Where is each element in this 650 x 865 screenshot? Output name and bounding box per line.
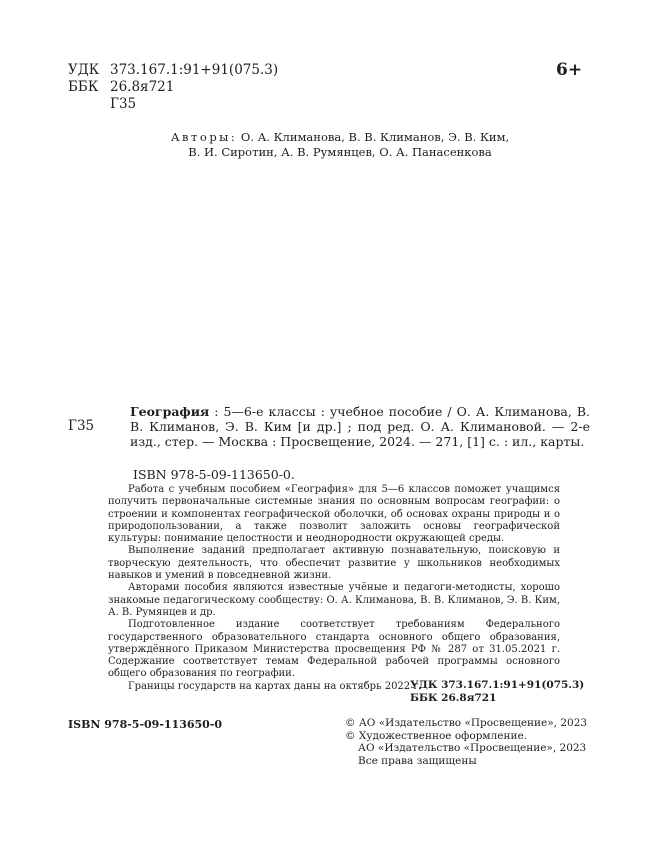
annotation [108, 484, 560, 693]
annotation-paragraph: Выполнение заданий предполагает активную познавательную, поисковую и творческую деятельность, что обеспечит развитие у школьников необходимых навыков и умений в повседневной жизни. [108, 545, 560, 582]
annotation-paragraph: Авторами пособия являются известные учёные и педагоги-методисты, хорошо знакомые педагогическому сообществу: О. А. Климанова, В. В. Климанов, Э. В. Ким, А. В. Румянцев и др. [108, 582, 560, 618]
bibliographic-record [130, 404, 590, 449]
copyright-line: АО «Издательство «Просвещение», 2023 [358, 742, 587, 754]
age-rating: 6+ [556, 60, 583, 80]
annotation-paragraph: Подготовленное издание соответствует требованиям Федерального государственного образовательного стандарта основного общего образования, утверждённого Приказом Министерства просвещения РФ № 287 от 31.05.2021 г. Содержание соответствует темам Федеральной рабочей программы основного общего образования по географии. [108, 619, 560, 680]
isbn-record: ISBN 978-5-09-113650-0. [133, 467, 295, 482]
bibliographic-code: Г35 [68, 418, 95, 434]
copyright-block [345, 717, 587, 767]
udk-value: 373.167.1:91+91(075.3) [110, 62, 279, 78]
authors-line-1: О. А. Климанова, В. В. Климанов, Э. В. Ким, [240, 130, 510, 144]
classification-codes-right [410, 679, 584, 704]
authors-block [140, 130, 540, 160]
authors-label: Авторы: [170, 130, 238, 144]
copyright-line: © АО «Издательство «Просвещение», 2023 [345, 717, 588, 729]
bbk-right: ББК 26.8я721 [410, 691, 497, 704]
bbk-value: 26.8я721 [110, 79, 175, 95]
isbn-footer: ISBN 978-5-09-113650-0 [68, 718, 223, 731]
authors-line-2: В. И. Сиротин, А. В. Румянцев, О. А. Панасенкова [188, 145, 492, 159]
copyright-line: © Художественное оформление. [345, 729, 528, 742]
annotation-paragraph: Границы государств на картах даны на октябрь 2022 г. [128, 680, 422, 692]
copyright-line: Все права защищены [358, 754, 477, 767]
bbk-label: ББК [68, 79, 99, 95]
bibliographic-text: : 5—6-е классы : учебное пособие / О. А. Климанова, В. В. Климанов, Э. В. Ким [и др.] ; под ред. О. А. Климановой. — 2-е изд., стер. — Москва : Просвещение, 2024. — 271, [1] с. : ил., карты. [130, 404, 590, 449]
classification-codes [68, 62, 278, 113]
book-title: География [130, 404, 210, 419]
author-mark: Г35 [110, 96, 137, 112]
udk-right: УДК 373.167.1:91+91(075.3) [410, 679, 585, 691]
udk-label: УДК [68, 62, 100, 78]
annotation-paragraph: Работа с учебным пособием «География» для 5—6 классов поможет учащимся получить первоначальные системные знания по основным вопросам географии: о строении и компонентах географической оболочки, об основах охраны природы и о природопользовании, а также позволит заложить основы географической культуры: понимание целостности и неоднородности окружающей среды. [108, 484, 560, 545]
